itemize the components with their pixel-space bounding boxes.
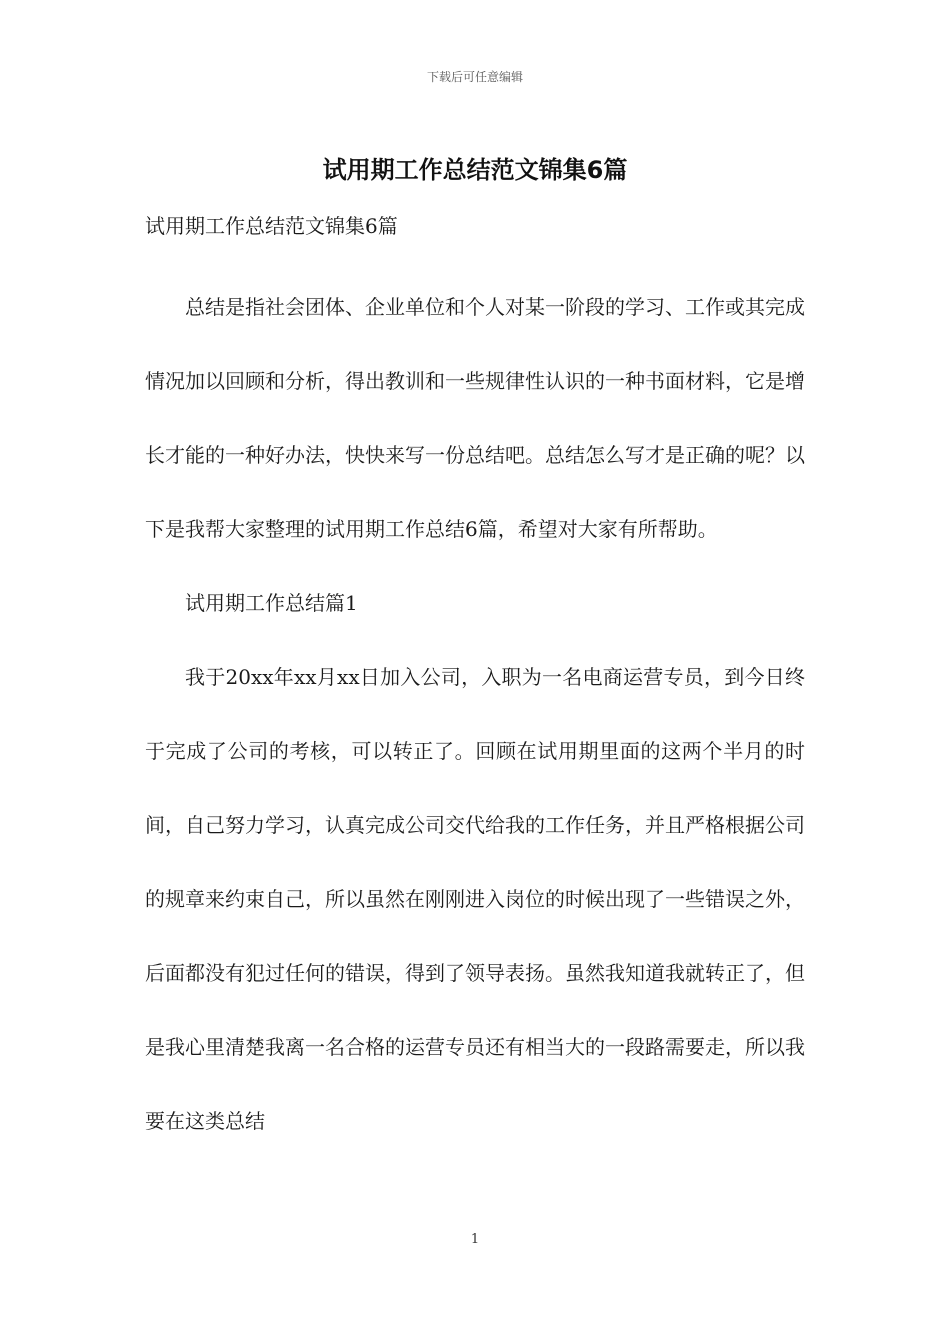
document-body: [145, 208, 805, 1158]
header-note: 下载后可任意编辑: [426, 70, 523, 84]
section-heading: 试用期工作总结篇1: [185, 591, 358, 615]
intro-paragraph: 总结是指社会团体、企业单位和个人对某一阶段的学习、工作或其完成情况加以回顾和分析，得出教训和一些规律性认识的一种书面材料，它是增长才能的一种好办法，快快来写一份总结吧。总结怎么写才是正确的呢？以下是我帮大家整理的试用期工作总结6篇，希望对大家有所帮助。: [145, 295, 805, 541]
document-title: 试用期工作总结范文锦集6篇: [322, 156, 628, 184]
section-paragraph: 我于20xx年xx月xx日加入公司，入职为一名电商运营专员，到今日终于完成了公司的考核，可以转正了。回顾在试用期里面的这两个半月的时间，自己努力学习，认真完成公司交代给我的工作任务，并且严格根据公司的规章来约束自己，所以虽然在刚刚进入岗位的时候出现了一些错误之外，后面都没有犯过任何的错误，得到了领导表扬。虽然我知道我就转正了，但是我心里清楚我离一名合格的运营专员还有相当大的一段路需要走，所以我要在这类总结: [145, 665, 805, 1133]
document-subtitle: 试用期工作总结范文锦集6篇: [145, 214, 398, 238]
page-number: 1: [470, 1232, 480, 1247]
